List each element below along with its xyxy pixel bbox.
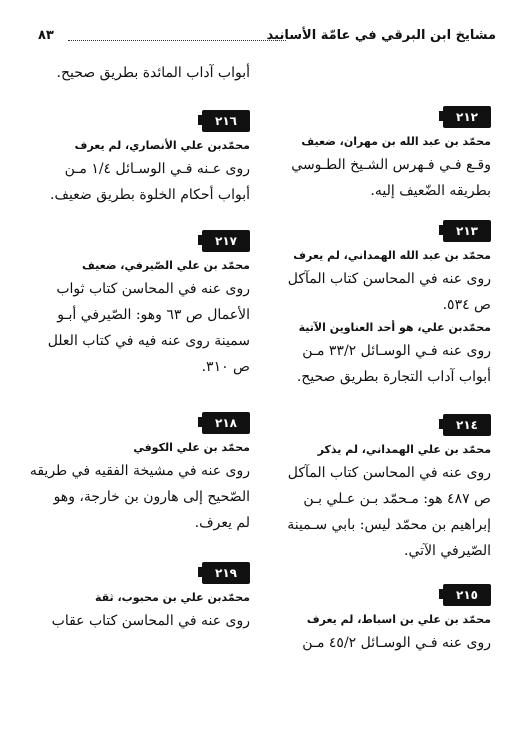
header-dot-leader [68,28,286,41]
entry-213-sub [279,318,491,390]
entry-text-line: روى عنه في المحاسن كتاب ثواب [56,281,250,297]
entry-text-line: روى عنه فـي الوسـائل ٤٥/٢ مـن [302,635,491,651]
entry-218 [29,406,250,536]
entry-text-line: إبراهيم بن محمّد ليس: بابي سـمينة [287,517,491,533]
entry-text-line: لم يعرف. [194,515,250,531]
entry-216 [38,104,250,208]
entry-217 [38,224,250,380]
entry-text-line: سمينة روى عنه فيه في كتاب العلل [47,333,250,349]
left-column [29,60,250,634]
entry-heading: محمّد بن علي الكوفي [133,441,250,454]
entry-heading: محمّد بن علي الصّيرفي، ضعيف [82,259,250,272]
entry-text-line: ص ٣١٠. [201,359,250,375]
entry-213 [279,214,491,318]
entry-number-badge: ٢١٧ [202,230,250,252]
entry-215 [279,578,491,656]
page-number: ٨٣ [38,28,54,43]
entry-text-line: ص ٤٨٧ هو: مـحمّد بـن عـلي بـن [303,491,491,507]
entry-text-line: الأعمال ص ٦٣ وهو: الصّيرفي أبـو [57,307,250,323]
entry-219 [38,556,250,634]
header-title: مشايخ ابن البرقي في عامّة الأسانيد [266,28,496,43]
continued-text-line: أبواب آداب المائدة بطريق صحيح. [56,65,250,81]
entry-heading: محمّدبن علي، هو أحد العناوين الآتية [298,321,491,334]
entry-text-line: روى عـنه فـي الوسـائل ١/٤ مـن [64,161,250,177]
entry-text-line: الصّيرفي الآتي. [404,543,491,559]
entry-number-badge: ٢١٨ [202,412,250,434]
entry-heading: محمّد بن عبد الله بن مهران، ضعيف [301,135,491,148]
entry-heading: محمّد بن علي بن اسباط، لم يعرف [306,613,491,626]
entry-heading: محمّد بن علي الهمداني، لم يذكر [317,443,491,456]
entry-number-badge: ٢١٥ [443,584,491,606]
entry-text-line: روى عنه في المحاسن كتاب المآكل [287,465,491,481]
entry-212 [279,100,491,204]
entry-text-line: روى عنه في المحاسن كتاب عقاب [51,613,250,629]
entry-text-line: روى عنه في المحاسن كتاب المآكل [287,271,491,287]
entry-text-line: ص ٥٣٤. [442,297,491,313]
entry-number-badge: ٢١٩ [202,562,250,584]
right-column [279,60,491,656]
entry-text-line: روى عنه فـي الوسـائل ٣٣/٢ مـن [302,343,491,359]
entry-text-line: الصّحيح إلى هارون بن خارجة، وهو [53,489,250,505]
entry-heading: محمّدبن علي الأنصاري، لم يعرف [74,139,250,152]
entry-text-line: روى عنه في مشيخة الفقيه في طريقه [29,463,250,479]
entry-text-line: وقـع فـي فـهرس الشـيخ الطـوسي [291,157,491,173]
entry-heading: محمّدبن علي بن محبوب، ثقة [94,591,250,604]
entry-text-line: أبواب آداب التجارة بطريق صحيح. [296,369,491,385]
entry-text-line: أبواب أحكام الخلوة بطريق ضعيف. [50,187,250,203]
entry-number-badge: ٢١٦ [202,110,250,132]
page-header [38,24,496,50]
entry-214 [279,408,491,564]
entry-heading: محمّد بن عبد الله الهمداني، لم يعرف [293,249,491,262]
entry-text-line: بطريقه الضّعيف إليه. [370,183,491,199]
entry-number-badge: ٢١٤ [443,414,491,436]
entry-number-badge: ٢١٢ [443,106,491,128]
entry-number-badge: ٢١٣ [443,220,491,242]
